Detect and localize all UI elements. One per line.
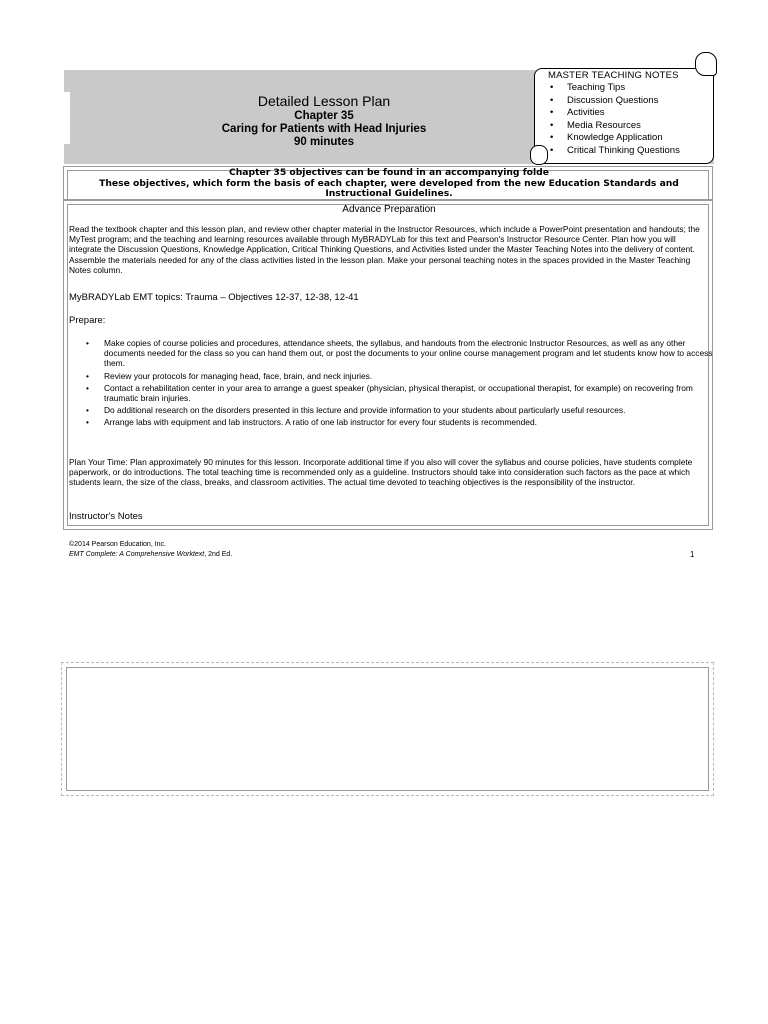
lesson-duration: 90 minutes — [293, 136, 355, 148]
teaching-notes-item: • Knowledge Application — [550, 132, 663, 144]
bullet-icon: • — [86, 338, 89, 348]
scroll-curl-top-icon — [695, 52, 717, 76]
bullet-icon: • — [550, 94, 554, 106]
teaching-notes-title: MASTER TEACHING NOTES — [548, 70, 679, 81]
bullet-icon: • — [550, 132, 554, 144]
mybradylab-topics: MyBRADYLab EMT topics: Trauma – Objectives 12-37, 12-38, 12-41 — [69, 292, 359, 303]
page-number: 1 — [690, 550, 695, 559]
page-title: Detailed Lesson Plan — [257, 93, 391, 109]
prepare-item: • Do additional research on the disorders presented in this lecture and provide information to your students about particularly useful resources. — [86, 405, 626, 416]
bullet-icon: • — [550, 144, 554, 156]
book-citation — [69, 551, 232, 558]
title-block — [64, 92, 584, 149]
bullet-icon: • — [86, 417, 89, 428]
prepare-item: • Review your protocols for managing head, face, brain, and neck injuries. — [86, 370, 373, 381]
bullet-icon: • — [86, 370, 89, 381]
teaching-notes-item: • Discussion Questions — [550, 94, 659, 106]
book-title: EMT Complete: A Comprehensive Worktext — [69, 551, 205, 558]
prepare-item: • Contact a rehabilitation center in your area to arrange a guest speaker (physician, physical therapist, or occupational therapist, for example) on recovering from traumatic brain injuries. — [86, 382, 693, 404]
copyright: ©2014 Pearson Education, Inc. — [69, 541, 166, 548]
book-edition: , 2nd Ed. — [204, 551, 233, 558]
bullet-icon: • — [86, 382, 89, 393]
teaching-notes-item: • Critical Thinking Questions — [550, 144, 680, 156]
intro-paragraph: Read the textbook chapter and this lesson plan, and review other chapter material in the Instructor Resources, which include a PowerPoint presentation and handouts; the MyTest program; and the teaching and learning resources available through MyBRADYLab for this text and Pearson's Instructor Resource Center. Plan how you will integrate the Discussion Questions, Knowledge Application, Critical Thinking Questions, and Activities listed under the Master Teaching Notes into the delivery of content. Assemble the materials needed for any of the class activities listed in the lesson plan. Make your personal teaching notes in the spaces provided in the Master Teaching Notes column. — [69, 224, 700, 275]
objectives-line-1: Chapter 35 objectives can be found in an accompanying folde — [229, 167, 549, 178]
teaching-notes-scroll — [530, 52, 720, 164]
chapter-number: Chapter 35 — [294, 110, 354, 122]
notes-area — [61, 662, 714, 796]
teaching-notes-item: • Activities — [550, 107, 605, 119]
prepare-item: • Make copies of course policies and procedures, attendance sheets, the syllabus, and handouts from the electronic Instructor Resources, as well as any other documents needed for the class so you can hand them out, or post the documents to your online course management program and let students know how to access them. — [86, 338, 713, 369]
bullet-icon: • — [550, 107, 554, 119]
objectives-line-2: These objectives, which form the basis of each chapter, were developed from the new Education Standards and Instructional Guidelines. — [99, 177, 679, 199]
chapter-topic: Caring for Patients with Head Injuries — [221, 123, 427, 135]
bullet-icon: • — [550, 82, 554, 93]
objectives-text — [66, 168, 712, 200]
prepare-label: Prepare: — [69, 315, 106, 326]
prepare-item: • Arrange labs with equipment and lab instructors. A ratio of one lab instructor for every four students is recommended. — [86, 417, 537, 428]
teaching-notes-list — [548, 82, 680, 158]
bullet-icon: • — [86, 405, 89, 416]
teaching-notes-item: • Teaching Tips — [550, 82, 626, 93]
bullet-icon: • — [550, 119, 554, 131]
scroll-curl-bottom-icon — [530, 145, 548, 165]
teaching-notes-item: • Media Resources — [550, 119, 641, 131]
section-heading: Advance Preparation — [342, 204, 436, 215]
instructor-notes-label: Instructor's Notes — [69, 511, 143, 522]
plan-time-paragraph: Plan Your Time: Plan approximately 90 minutes for this lesson. Incorporate additional time if you also will cover the syllabus and course policies, have students complete paperwork, or do introductions. The total teaching time is recommended only as a guideline. Instructors should take into consideration such factors as the pace at which students learn, the size of the class, breaks, and classroom activities. The actual time devoted to teaching objectives is the responsibility of the instructor. — [69, 457, 693, 488]
prepare-list — [86, 338, 714, 430]
